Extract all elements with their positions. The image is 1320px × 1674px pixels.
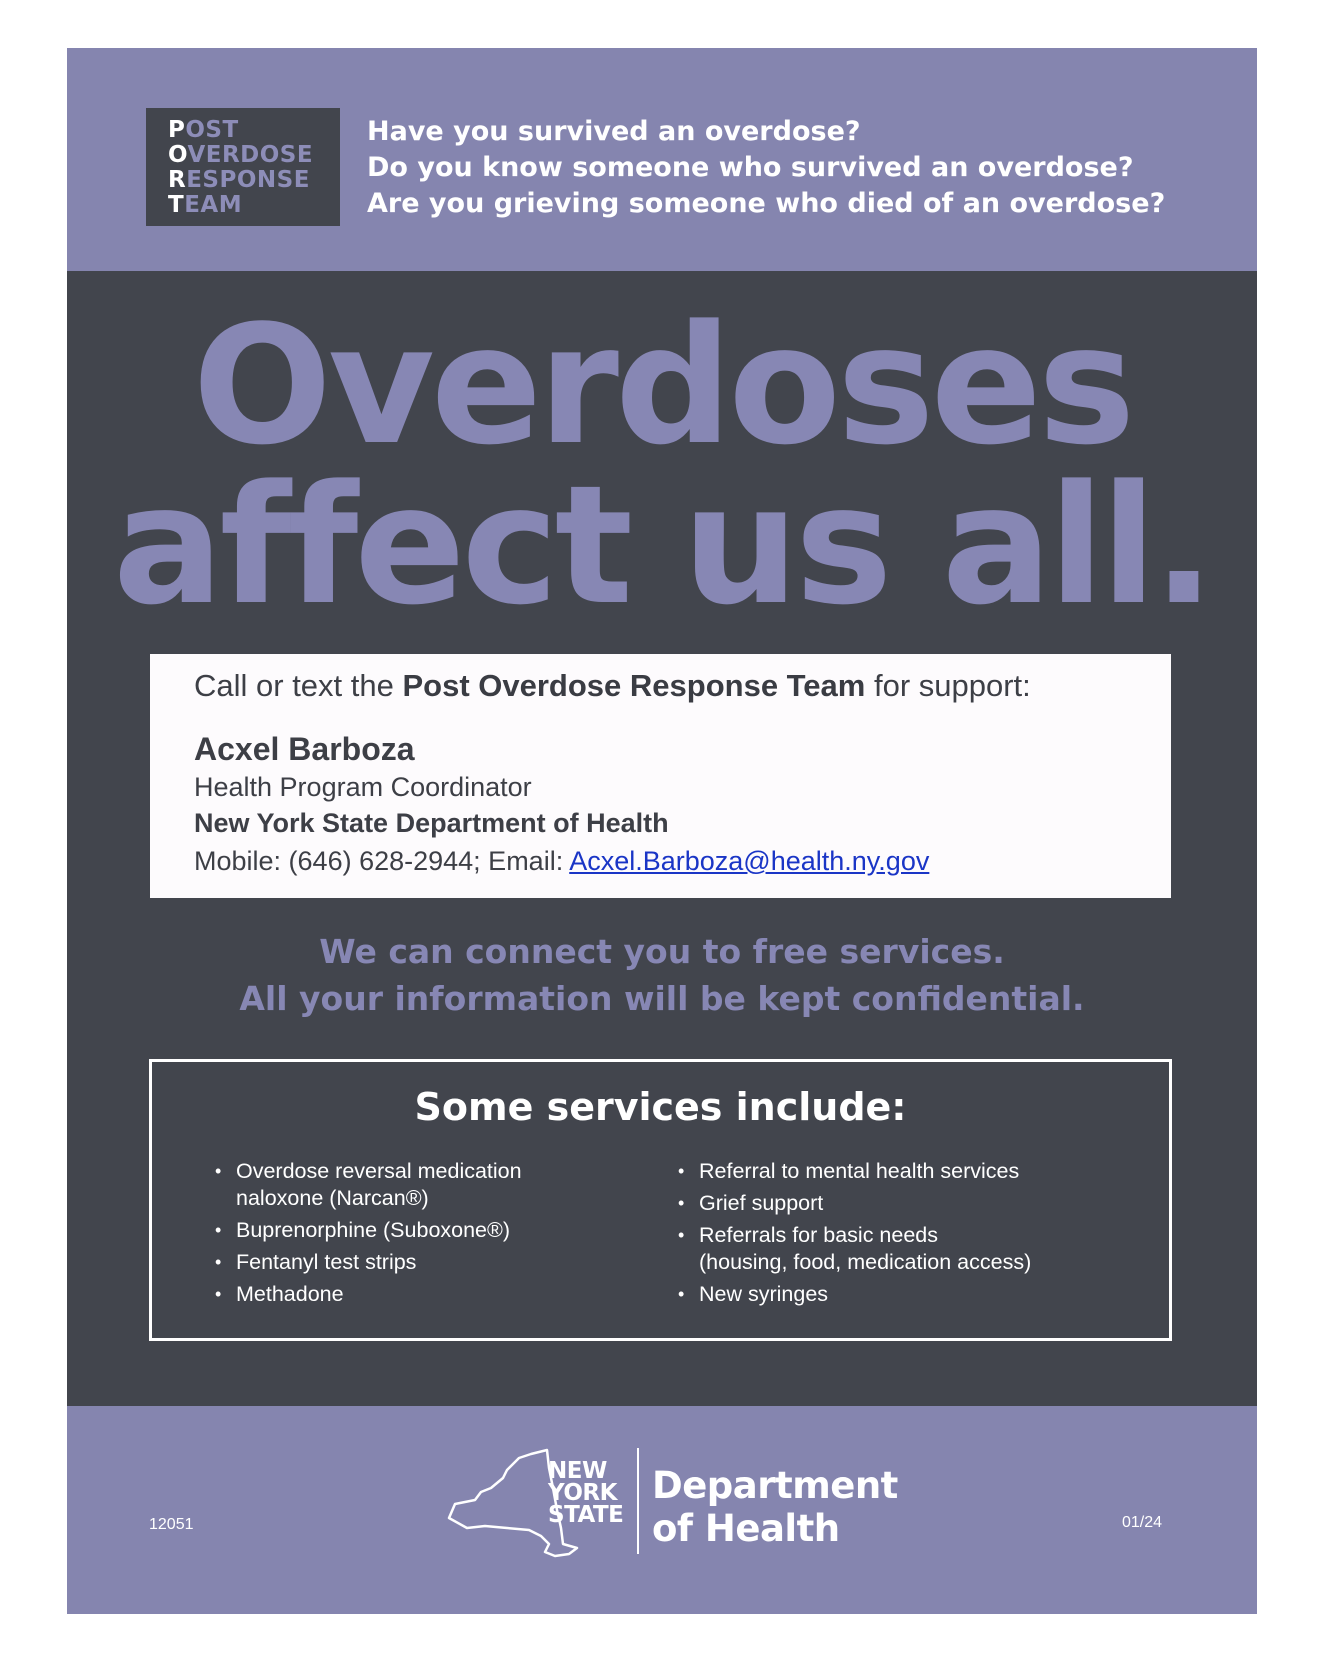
logo-line-team: TEAM [168, 192, 243, 218]
contact-role: Health Program Coordinator [194, 772, 532, 802]
headline [67, 290, 1257, 641]
form-date: 01/24 [1122, 1514, 1163, 1531]
logo-line-post: POST [168, 117, 239, 143]
free-services-line-2: All your information will be kept confidential. [239, 979, 1085, 1018]
question-grieving: Are you grieving someone who died of an overdose? [367, 188, 1166, 219]
question-know-someone: Do you know someone who survived an overdose? [367, 152, 1134, 183]
poster [67, 48, 1257, 1614]
service-item: • Methadone [215, 1281, 522, 1308]
services-title: Some services include: [414, 1085, 907, 1129]
service-item: • New syringes [678, 1281, 1031, 1308]
email-link[interactable]: Acxel.Barboza@health.ny.gov [569, 846, 930, 876]
service-item: • Referrals for basic needs (housing, food, medication access) [678, 1222, 1031, 1276]
contact-phone-email: Mobile: (646) 628-2944; Email: Acxel.Barboza@health.ny.gov [194, 846, 930, 876]
department-of-health-wordmark: Department of Health [652, 1464, 898, 1550]
service-item: • Grief support [678, 1190, 1031, 1217]
question-survived: Have you survived an overdose? [367, 116, 861, 147]
headline-line-1: Overdoses [192, 290, 1132, 481]
logo-line-overdose: OVERDOSE [168, 142, 314, 168]
free-services-line-1: We can connect you to free services. [319, 932, 1005, 971]
form-number: 12051 [149, 1516, 194, 1533]
service-item: • Buprenorphine (Suboxone®) [215, 1217, 522, 1244]
headline-line-2: affect us all. [112, 450, 1212, 641]
logo-line-response: RESPONSE [168, 167, 310, 193]
free-services-message [67, 928, 1257, 1022]
service-item: • Overdose reversal medication naloxone (Narcan®) [215, 1158, 522, 1212]
questions [367, 114, 1165, 222]
service-item: • Fentanyl test strips [215, 1249, 522, 1276]
services-list-right [678, 1158, 1031, 1313]
contact-card [150, 654, 1171, 898]
nys-wordmark: NEW YORK STATE [548, 1458, 624, 1528]
contact-name: Acxel Barboza [194, 731, 415, 767]
contact-intro: Call or text the Post Overdose Response Team for support: [194, 668, 1031, 703]
services-box [149, 1059, 1172, 1341]
contact-organization: New York State Department of Health [194, 808, 669, 838]
service-item: • Referral to mental health services [678, 1158, 1031, 1185]
top-band [67, 48, 1257, 271]
logo-divider [637, 1448, 639, 1554]
services-list-left [215, 1158, 522, 1313]
port-logo [146, 108, 340, 226]
